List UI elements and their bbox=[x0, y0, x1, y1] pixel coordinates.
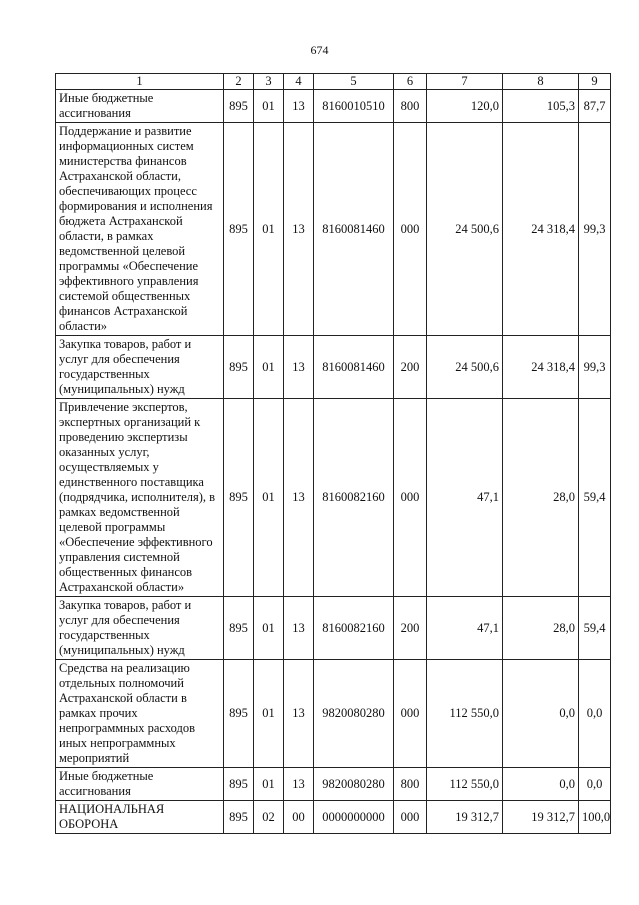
cell-planned: 19 312,7 bbox=[427, 801, 503, 834]
cell-executed: 28,0 bbox=[503, 597, 579, 660]
table-row bbox=[56, 336, 611, 399]
table-row bbox=[56, 597, 611, 660]
row-name: Закупка товаров, работ и услуг для обеспечения государственных (муниципальных) нужд bbox=[56, 336, 224, 399]
row-name: НАЦИОНАЛЬНАЯ ОБОРОНА bbox=[56, 801, 224, 834]
cell-target-article: 0000000000 bbox=[314, 801, 394, 834]
cell-expense-type: 000 bbox=[394, 660, 427, 768]
cell-section-code: 01 bbox=[254, 597, 284, 660]
cell-percent: 59,4 bbox=[579, 399, 611, 597]
cell-expense-type: 200 bbox=[394, 597, 427, 660]
cell-planned: 120,0 bbox=[427, 90, 503, 123]
cell-ministry-code: 895 bbox=[224, 90, 254, 123]
column-header: 2 bbox=[224, 74, 254, 90]
cell-expense-type: 000 bbox=[394, 123, 427, 336]
cell-section-code: 01 bbox=[254, 336, 284, 399]
cell-subsection-code: 13 bbox=[284, 123, 314, 336]
cell-target-article: 9820080280 bbox=[314, 768, 394, 801]
cell-planned: 112 550,0 bbox=[427, 768, 503, 801]
cell-executed: 0,0 bbox=[503, 768, 579, 801]
cell-executed: 24 318,4 bbox=[503, 336, 579, 399]
column-header: 6 bbox=[394, 74, 427, 90]
cell-planned: 24 500,6 bbox=[427, 336, 503, 399]
cell-target-article: 8160082160 bbox=[314, 399, 394, 597]
cell-executed: 24 318,4 bbox=[503, 123, 579, 336]
budget-table bbox=[55, 73, 611, 834]
table-row bbox=[56, 660, 611, 768]
cell-planned: 47,1 bbox=[427, 399, 503, 597]
cell-expense-type: 800 bbox=[394, 90, 427, 123]
cell-executed: 28,0 bbox=[503, 399, 579, 597]
cell-percent: 99,3 bbox=[579, 336, 611, 399]
cell-ministry-code: 895 bbox=[224, 768, 254, 801]
cell-expense-type: 200 bbox=[394, 336, 427, 399]
page-number: 674 bbox=[310, 43, 329, 57]
row-name: Закупка товаров, работ и услуг для обеспечения государственных (муниципальных) нужд bbox=[56, 597, 224, 660]
cell-target-article: 9820080280 bbox=[314, 660, 394, 768]
cell-section-code: 01 bbox=[254, 768, 284, 801]
column-header: 4 bbox=[284, 74, 314, 90]
cell-planned: 24 500,6 bbox=[427, 123, 503, 336]
cell-subsection-code: 13 bbox=[284, 660, 314, 768]
cell-target-article: 8160082160 bbox=[314, 597, 394, 660]
cell-percent: 99,3 bbox=[579, 123, 611, 336]
cell-section-code: 01 bbox=[254, 660, 284, 768]
cell-percent: 100,0 bbox=[579, 801, 611, 834]
cell-subsection-code: 13 bbox=[284, 90, 314, 123]
cell-section-code: 01 bbox=[254, 90, 284, 123]
cell-ministry-code: 895 bbox=[224, 660, 254, 768]
row-name: Средства на реализацию отдельных полномочий Астраханской области в рамках прочих непрограммных расходов иных непрограммных мероприятий bbox=[56, 660, 224, 768]
column-header: 5 bbox=[314, 74, 394, 90]
cell-section-code: 01 bbox=[254, 123, 284, 336]
cell-ministry-code: 895 bbox=[224, 801, 254, 834]
cell-expense-type: 000 bbox=[394, 399, 427, 597]
cell-ministry-code: 895 bbox=[224, 336, 254, 399]
row-name: Иные бюджетные ассигнования bbox=[56, 90, 224, 123]
column-header: 7 bbox=[427, 74, 503, 90]
table-row bbox=[56, 801, 611, 834]
cell-planned: 47,1 bbox=[427, 597, 503, 660]
cell-executed: 0,0 bbox=[503, 660, 579, 768]
cell-planned: 112 550,0 bbox=[427, 660, 503, 768]
table-row bbox=[56, 399, 611, 597]
column-header: 1 bbox=[56, 74, 224, 90]
row-name: Привлечение экспертов, экспертных организаций к проведению экспертизы оказанных услуг, осуществляемых у единственного поставщика (подрядчика, исполнителя), в рамках ведомственной целевой программы «Обеспечение эффективного управления системной общественных финансов Астраханской области» bbox=[56, 399, 224, 597]
cell-target-article: 8160081460 bbox=[314, 336, 394, 399]
cell-section-code: 02 bbox=[254, 801, 284, 834]
cell-percent: 0,0 bbox=[579, 660, 611, 768]
column-header: 3 bbox=[254, 74, 284, 90]
cell-subsection-code: 13 bbox=[284, 399, 314, 597]
cell-percent: 59,4 bbox=[579, 597, 611, 660]
cell-percent: 87,7 bbox=[579, 90, 611, 123]
row-name: Поддержание и развитие информационных систем министерства финансов Астраханской области, обеспечивающих процесс формирования и исполнения бюджета Астраханской области, в рамках ведомственной целевой программы «Обеспечение эффективного управления системой общественных финансов Астраханской области» bbox=[56, 123, 224, 336]
cell-ministry-code: 895 bbox=[224, 597, 254, 660]
table-row bbox=[56, 768, 611, 801]
table-header-row bbox=[56, 74, 611, 90]
cell-subsection-code: 13 bbox=[284, 336, 314, 399]
table-row bbox=[56, 123, 611, 336]
column-header: 9 bbox=[579, 74, 611, 90]
cell-executed: 19 312,7 bbox=[503, 801, 579, 834]
column-header: 8 bbox=[503, 74, 579, 90]
cell-ministry-code: 895 bbox=[224, 399, 254, 597]
table-row bbox=[56, 90, 611, 123]
cell-target-article: 8160081460 bbox=[314, 123, 394, 336]
cell-expense-type: 800 bbox=[394, 768, 427, 801]
cell-subsection-code: 13 bbox=[284, 597, 314, 660]
cell-expense-type: 000 bbox=[394, 801, 427, 834]
cell-target-article: 8160010510 bbox=[314, 90, 394, 123]
cell-executed: 105,3 bbox=[503, 90, 579, 123]
cell-section-code: 01 bbox=[254, 399, 284, 597]
cell-subsection-code: 13 bbox=[284, 768, 314, 801]
cell-subsection-code: 00 bbox=[284, 801, 314, 834]
cell-ministry-code: 895 bbox=[224, 123, 254, 336]
row-name: Иные бюджетные ассигнования bbox=[56, 768, 224, 801]
cell-percent: 0,0 bbox=[579, 768, 611, 801]
